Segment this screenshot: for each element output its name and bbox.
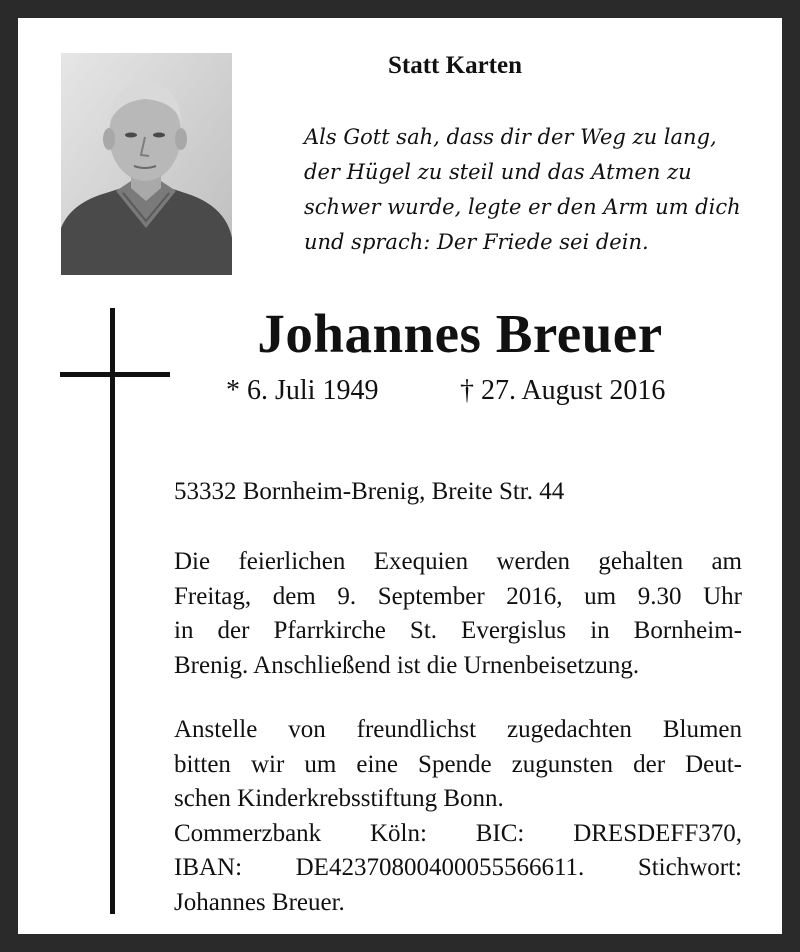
deceased-name: Johannes Breuer <box>257 303 663 364</box>
poem-line: und sprach: Der Friede sei dein. <box>304 230 649 254</box>
donation-notice <box>174 713 742 920</box>
funeral-line: Die feierlichen Exequien werden gehalten am <box>174 548 742 575</box>
death-date: † 27. August 2016 <box>460 375 666 406</box>
birth-date: * 6. Juli 1949 <box>226 375 379 406</box>
poem-line: Als Gott sah, dass dir der Weg zu lang, <box>304 125 717 149</box>
donation-line: bitten wir um eine Spende zugunsten der Deut- <box>174 750 742 778</box>
donation-line: Anstelle von freundlichst zugedachten Blumen <box>174 716 742 743</box>
cross-icon <box>110 308 115 914</box>
poem-line: schwer wurde, legte er den Arm um dich <box>304 195 741 219</box>
cross-icon-beam <box>60 372 170 377</box>
donation-line: Commerzbank Köln: BIC: DRESDEFF370, <box>174 819 742 847</box>
donation-line: schen Kinderkrebsstiftung Bonn. <box>174 785 504 812</box>
poem <box>304 120 764 260</box>
statt-karten-heading: Statt Karten <box>388 52 522 79</box>
donation-line: Johannes Breuer. <box>174 888 345 916</box>
poem-line: der Hügel zu steil und das Atmen zu <box>304 160 692 184</box>
portrait-photo <box>61 53 232 275</box>
donation-line: IBAN: DE42370800400055566611. Stichwort: <box>174 854 742 881</box>
address: 53332 Bornheim-Brenig, Breite Str. 44 <box>174 478 565 505</box>
funeral-notice <box>174 545 742 683</box>
funeral-line: Freitag, dem 9. September 2016, um 9.30 Uhr <box>174 582 742 610</box>
funeral-line: Brenig. Anschließend ist die Urnenbeisetzung. <box>174 651 640 679</box>
funeral-line: in der Pfarrkirche St. Evergislus in Bornheim- <box>174 617 742 644</box>
